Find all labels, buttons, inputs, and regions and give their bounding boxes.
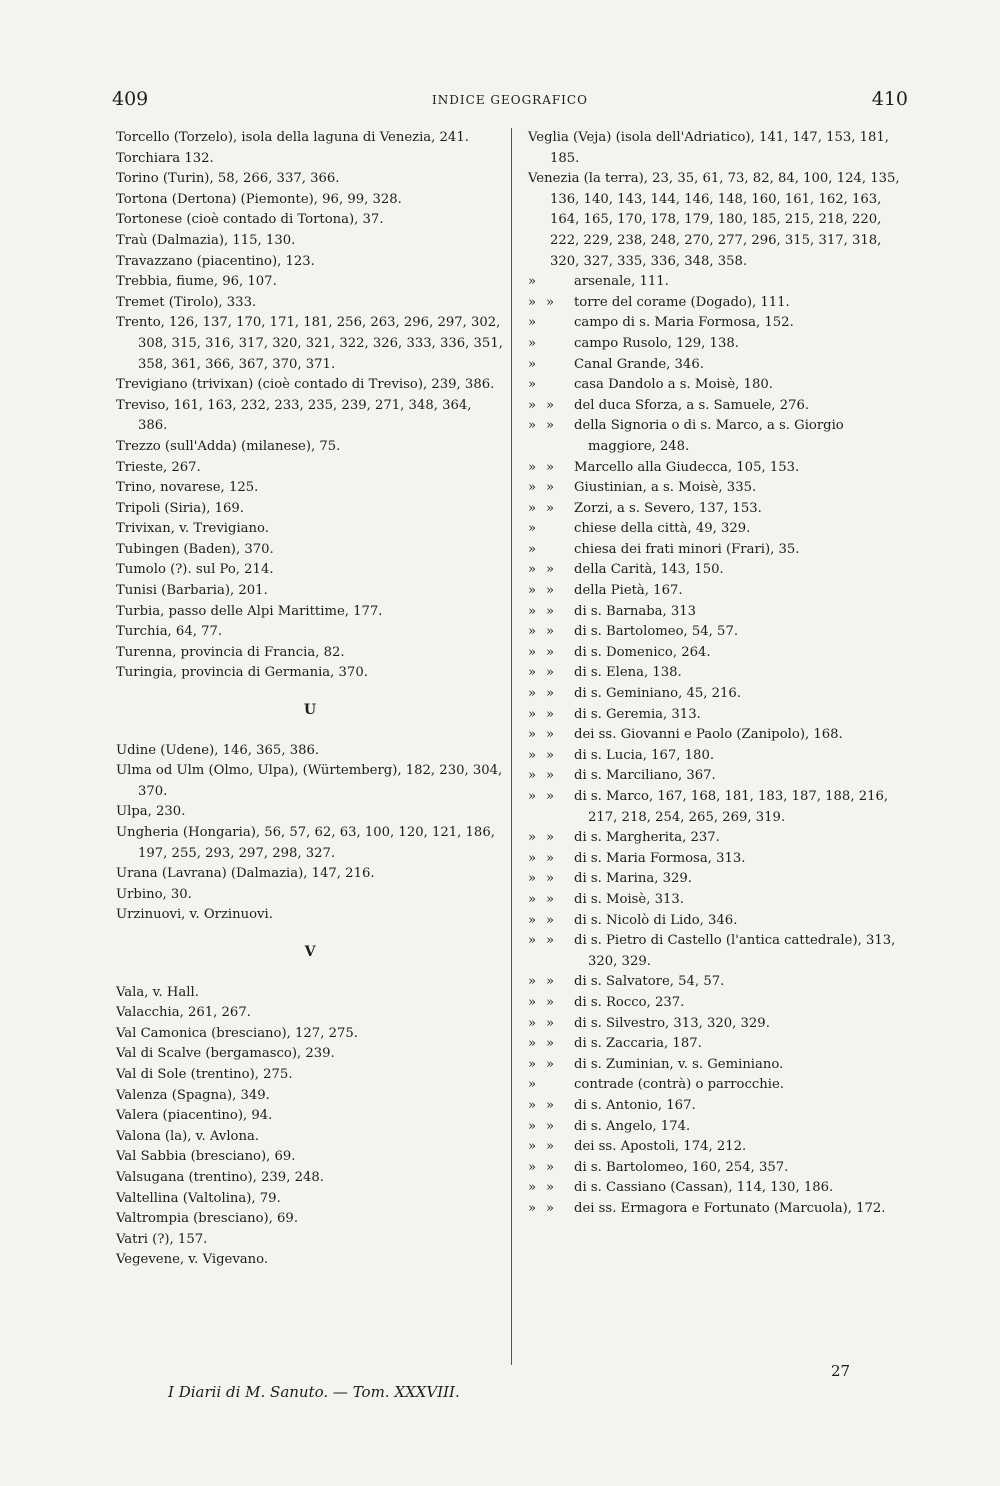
running-header xyxy=(112,88,908,118)
ditto-mark: » xyxy=(546,912,555,928)
venezia-subentry xyxy=(528,478,910,499)
subentry-text: di s. Salvatore, 54, 57. xyxy=(574,974,725,990)
venezia-subentry xyxy=(528,787,910,828)
index-entry: Val Camonica (bresciano), 127, 275. xyxy=(116,1025,358,1041)
venezia-subentry xyxy=(528,890,910,911)
ditto-mark: » xyxy=(546,624,555,640)
subentry-text: della Carità, 143, 150. xyxy=(574,562,724,578)
venezia-subentry xyxy=(528,581,910,602)
index-entry: Valenza (Spagna), 349. xyxy=(116,1087,270,1103)
ditto-mark: » xyxy=(528,994,537,1010)
ditto-mark: » xyxy=(546,1097,555,1113)
venezia-subentry xyxy=(528,272,910,293)
ditto-mark: » xyxy=(546,768,555,784)
ditto-mark xyxy=(546,355,574,376)
venezia-subentry xyxy=(528,293,910,314)
ditto-mark: » xyxy=(528,1056,537,1072)
ditto-mark: » xyxy=(546,1159,555,1175)
ditto-mark: » xyxy=(528,1159,537,1175)
venezia-subentry xyxy=(528,499,910,520)
venezia-subentries xyxy=(528,272,910,1219)
ditto-mark: » xyxy=(528,871,537,887)
ditto-mark: » xyxy=(546,418,555,434)
index-entry: Tortona (Dertona) (Piemonte), 96, 99, 328. xyxy=(116,191,402,207)
subentry-text: contrade (contrà) o parrocchie. xyxy=(574,1077,784,1093)
ditto-mark: » xyxy=(546,933,555,949)
venezia-subentry xyxy=(528,519,910,540)
subentry-text: della Signoria o di s. Marco, a s. Giorgio maggiore, 248. xyxy=(574,418,844,454)
ditto-mark: » xyxy=(546,789,555,804)
subentry-text: di s. Zaccaria, 187. xyxy=(574,1036,702,1052)
ditto-mark: » xyxy=(546,1056,555,1072)
subentry-text: di s. Marciliano, 367. xyxy=(574,768,716,784)
ditto-mark xyxy=(546,519,574,540)
index-entry: Urana (Lavrana) (Dalmazia), 147, 216. xyxy=(116,866,375,882)
ditto-mark: » xyxy=(546,830,555,846)
index-entry-venezia: Venezia (la terra), 23, 35, 61, 73, 82, 84, 100, 124, 135, 136, 140, 143, 144, 146, 148, 160, 161, 162, 163, 164, 165, 170, 178, 179, 180, 185, 215, 218, 220, 222, 229, 238, 248, 270, 277, 296, 315, 317, 318, 320, 327, 335, 336, 348, 358. xyxy=(528,171,900,269)
index-entry: Turenna, provincia di Francia, 82. xyxy=(116,644,345,660)
ditto-mark: » xyxy=(546,644,555,660)
venezia-subentry xyxy=(528,396,910,417)
ditto-mark: » xyxy=(528,644,537,660)
ditto-mark: » xyxy=(528,397,537,413)
ditto-mark: » xyxy=(546,891,555,907)
venezia-subentry xyxy=(528,416,910,457)
venezia-subentry xyxy=(528,1014,910,1035)
ditto-mark xyxy=(546,334,574,355)
subentry-text: torre del corame (Dogado), 111. xyxy=(574,294,790,310)
page-number-left: 409 xyxy=(112,88,149,110)
venezia-subentry xyxy=(528,1137,910,1158)
subentry-text: di s. Silvestro, 313, 320, 329. xyxy=(574,1015,770,1031)
ditto-mark: » xyxy=(528,418,537,434)
index-entry: Treviso, 161, 163, 232, 233, 235, 239, 271, 348, 364, 386. xyxy=(116,397,472,434)
right-column xyxy=(528,128,910,1219)
index-entry: Ungheria (Hongaria), 56, 57, 62, 63, 100, 120, 121, 186, 197, 255, 293, 297, 298, 327. xyxy=(116,825,495,861)
ditto-mark: » xyxy=(546,665,555,681)
ditto-mark: » xyxy=(546,871,555,887)
venezia-subentry xyxy=(528,993,910,1014)
venezia-subentry xyxy=(528,560,910,581)
index-entry: Trento, 126, 137, 170, 171, 181, 256, 263, 296, 297, 302, 308, 315, 316, 317, 320, 321, 322, 326, 333, 336, 351, 358, 361, 366, 367, 370, 371. xyxy=(116,315,503,372)
ditto-mark xyxy=(546,272,574,293)
subentry-text: di s. Rocco, 237. xyxy=(574,994,685,1010)
venezia-subentry xyxy=(528,725,910,746)
index-entry: Ulpa, 230. xyxy=(116,804,186,820)
subentry-text: di s. Domenico, 264. xyxy=(574,644,711,660)
subentry-text: di s. Lucia, 167, 180. xyxy=(574,747,715,763)
venezia-subentry xyxy=(528,1096,910,1117)
subentry-text: di s. Bartolomeo, 54, 57. xyxy=(574,624,739,640)
venezia-subentry xyxy=(528,828,910,849)
subentry-text: di s. Marina, 329. xyxy=(574,871,692,887)
ditto-mark: » xyxy=(528,624,537,640)
subentry-text: campo di s. Maria Formosa, 152. xyxy=(574,315,794,331)
section-letter-v: V xyxy=(304,943,316,960)
page-number-right: 410 xyxy=(871,88,908,110)
ditto-mark: » xyxy=(528,521,537,537)
index-entry: Valsugana (trentino), 239, 248. xyxy=(116,1169,324,1185)
ditto-mark: » xyxy=(528,830,537,846)
ditto-mark: » xyxy=(528,1077,537,1093)
subentry-text: di s. Zuminian, v. s. Geminiano. xyxy=(574,1056,784,1072)
subentry-text: arsenale, 111. xyxy=(574,274,669,290)
ditto-mark: » xyxy=(528,541,537,557)
venezia-subentry xyxy=(528,355,910,376)
subentry-text: dei ss. Giovanni e Paolo (Zanipolo), 168. xyxy=(574,727,843,743)
subentry-text: della Pietà, 167. xyxy=(574,583,683,599)
ditto-mark: » xyxy=(528,356,537,372)
ditto-mark: » xyxy=(546,1118,555,1134)
subentry-text: di s. Bartolomeo, 160, 254, 357. xyxy=(574,1159,789,1175)
subentry-text: dei ss. Apostoli, 174, 212. xyxy=(574,1139,747,1155)
venezia-subentry xyxy=(528,540,910,561)
index-entry: Traù (Dalmazia), 115, 130. xyxy=(116,232,296,248)
venezia-subentry xyxy=(528,622,910,643)
venezia-subentry xyxy=(528,1055,910,1076)
index-entry: Vatri (?), 157. xyxy=(116,1231,208,1247)
venezia-subentry xyxy=(528,911,910,932)
subentry-text: Marcello alla Giudecca, 105, 153. xyxy=(574,459,800,475)
venezia-subentry xyxy=(528,849,910,870)
signature-mark: 27 xyxy=(831,1362,851,1380)
index-entry-veglia: Veglia (Veja) (isola dell'Adriatico), 141, 147, 153, 181, 185. xyxy=(528,130,889,166)
ditto-mark: » xyxy=(546,747,555,763)
ditto-mark: » xyxy=(546,686,555,702)
index-entry: Tremet (Tirolo), 333. xyxy=(116,294,257,310)
index-entry: Valtrompia (bresciano), 69. xyxy=(116,1211,299,1227)
venezia-subentry xyxy=(528,1158,910,1179)
index-entry: Tumolo (?). sul Po, 214. xyxy=(116,562,274,578)
index-entry: Travazzano (piacentino), 123. xyxy=(116,253,315,269)
venezia-subentry xyxy=(528,684,910,705)
venezia-subentry xyxy=(528,334,910,355)
ditto-mark xyxy=(546,313,574,334)
index-entry: Trino, novarese, 125. xyxy=(116,480,259,496)
page-title: INDICE GEOGRAFICO xyxy=(432,93,588,107)
index-entry: Vala, v. Hall. xyxy=(116,984,199,1000)
venezia-subentry xyxy=(528,458,910,479)
index-entry: Vegevene, v. Vigevano. xyxy=(116,1252,269,1268)
ditto-mark: » xyxy=(528,480,537,496)
venezia-subentry xyxy=(528,663,910,684)
ditto-mark: » xyxy=(546,603,555,619)
subentry-text: di s. Moisè, 313. xyxy=(574,891,684,907)
section-letter-u: U xyxy=(303,702,317,719)
left-column xyxy=(116,128,504,1271)
subentry-text: Canal Grande, 346. xyxy=(574,356,704,372)
ditto-mark: » xyxy=(528,891,537,907)
ditto-mark: » xyxy=(528,912,537,928)
ditto-mark: » xyxy=(546,583,555,599)
subentry-text: di s. Angelo, 174. xyxy=(574,1118,691,1134)
ditto-mark: » xyxy=(528,747,537,763)
entries-v xyxy=(116,983,504,1271)
ditto-mark: » xyxy=(546,294,555,310)
ditto-mark: » xyxy=(528,1097,537,1113)
venezia-subentry xyxy=(528,746,910,767)
index-entry: Turingia, provincia di Germania, 370. xyxy=(116,665,368,681)
venezia-subentry xyxy=(528,931,910,972)
ditto-mark: » xyxy=(528,583,537,599)
subentry-text: chiesa dei frati minori (Frari), 35. xyxy=(574,541,800,557)
ditto-mark: » xyxy=(546,459,555,475)
index-entry: Torcello (Torzelo), isola della laguna di Venezia, 241. xyxy=(116,130,469,145)
subentry-text: di s. Barnaba, 313 xyxy=(574,603,697,619)
subentry-text: di s. Cassiano (Cassan), 114, 130, 186. xyxy=(574,1180,834,1196)
venezia-subentry xyxy=(528,602,910,623)
index-entry: Ulma od Ulm (Olmo, Ulpa), (Würtemberg), 182, 230, 304, 370. xyxy=(116,763,503,799)
venezia-subentry xyxy=(528,705,910,726)
ditto-mark: » xyxy=(546,850,555,866)
index-entry: Tortonese (cioè contado di Tortona), 37. xyxy=(116,212,384,228)
venezia-subentry xyxy=(528,1075,910,1096)
ditto-mark xyxy=(546,540,574,561)
index-entry: Val di Scalve (bergamasco), 239. xyxy=(116,1046,335,1062)
ditto-mark: » xyxy=(528,377,537,393)
ditto-mark: » xyxy=(528,768,537,784)
ditto-mark: » xyxy=(546,1180,555,1196)
ditto-mark: » xyxy=(528,274,537,290)
subentry-text: di s. Margherita, 237. xyxy=(574,830,720,846)
ditto-mark: » xyxy=(528,974,537,990)
entries-u xyxy=(116,741,504,926)
ditto-mark: » xyxy=(528,1118,537,1134)
subentry-text: dei ss. Ermagora e Fortunato (Marcuola), 172. xyxy=(574,1200,886,1216)
ditto-mark: » xyxy=(528,727,537,743)
column-divider xyxy=(511,128,512,1365)
index-entry: Torchiara 132. xyxy=(116,150,214,166)
ditto-mark: » xyxy=(546,1200,555,1216)
subentry-text: di s. Antonio, 167. xyxy=(574,1097,696,1113)
ditto-mark: » xyxy=(528,500,537,516)
index-entry: Valera (piacentino), 94. xyxy=(116,1108,273,1124)
ditto-mark: » xyxy=(546,1139,555,1155)
index-entry: Trivixan, v. Trevigiano. xyxy=(116,521,269,537)
venezia-subentry xyxy=(528,643,910,664)
venezia-subentry xyxy=(528,766,910,787)
index-entry: Tubingen (Baden), 370. xyxy=(116,541,274,557)
ditto-mark: » xyxy=(546,727,555,743)
ditto-mark: » xyxy=(546,500,555,516)
entries-t xyxy=(116,128,504,684)
ditto-mark: » xyxy=(546,397,555,413)
ditto-mark: » xyxy=(528,1036,537,1052)
ditto-mark: » xyxy=(528,665,537,681)
subentry-text: Zorzi, a s. Severo, 137, 153. xyxy=(574,500,762,516)
subentry-text: di s. Pietro di Castello (l'antica cattedrale), 313, 320, 329. xyxy=(574,933,896,969)
ditto-mark: » xyxy=(528,459,537,475)
ditto-mark: » xyxy=(546,1015,555,1031)
subentry-text: di s. Nicolò di Lido, 346. xyxy=(574,912,738,928)
ditto-mark: » xyxy=(528,686,537,702)
ditto-mark: » xyxy=(528,1139,537,1155)
subentry-text: del duca Sforza, a s. Samuele, 276. xyxy=(574,397,810,413)
ditto-mark: » xyxy=(528,294,537,310)
index-entry: Val Sabbia (bresciano), 69. xyxy=(116,1149,296,1165)
ditto-mark: » xyxy=(546,562,555,578)
subentry-text: campo Rusolo, 129, 138. xyxy=(574,335,739,351)
index-entry: Udine (Udene), 146, 365, 386. xyxy=(116,742,320,758)
venezia-subentry xyxy=(528,375,910,396)
venezia-subentry xyxy=(528,1178,910,1199)
subentry-text: casa Dandolo a s. Moisè, 180. xyxy=(574,377,773,393)
footer-note: I Diarii di M. Sanuto. — Tom. XXXVIII. xyxy=(168,1383,460,1401)
subentry-text: Giustinian, a s. Moisè, 335. xyxy=(574,480,757,496)
index-entry: Tripoli (Siria), 169. xyxy=(116,500,244,516)
subentry-text: chiese della città, 49, 329. xyxy=(574,521,751,537)
venezia-subentry xyxy=(528,972,910,993)
index-entry: Valtellina (Valtolina), 79. xyxy=(116,1190,281,1206)
index-entry: Torino (Turin), 58, 266, 337, 366. xyxy=(116,171,340,187)
ditto-mark: » xyxy=(528,1200,537,1216)
venezia-subentry xyxy=(528,313,910,334)
index-entry: Tunisi (Barbaria), 201. xyxy=(116,583,268,599)
subentry-text: di s. Geremia, 313. xyxy=(574,706,701,722)
ditto-mark: » xyxy=(528,1015,537,1031)
ditto-mark: » xyxy=(528,706,537,722)
ditto-mark: » xyxy=(528,850,537,866)
ditto-mark: » xyxy=(528,335,537,351)
index-entry: Urbino, 30. xyxy=(116,886,192,902)
ditto-mark: » xyxy=(546,974,555,990)
ditto-mark: » xyxy=(528,789,537,804)
index-entry: Trezzo (sull'Adda) (milanese), 75. xyxy=(116,438,341,454)
ditto-mark xyxy=(546,1075,574,1096)
index-entry: Valacchia, 261, 267. xyxy=(116,1005,251,1021)
ditto-mark: » xyxy=(528,562,537,578)
ditto-mark: » xyxy=(546,480,555,496)
subentry-text: di s. Elena, 138. xyxy=(574,665,682,681)
ditto-mark: » xyxy=(528,933,537,949)
ditto-mark: » xyxy=(546,1036,555,1052)
index-entry: Urzinuovi, v. Orzinuovi. xyxy=(116,907,273,923)
index-entry: Turchia, 64, 77. xyxy=(116,624,223,640)
index-entry: Turbia, passo delle Alpi Marittime, 177. xyxy=(116,603,383,619)
index-entry: Valona (la), v. Avlona. xyxy=(116,1128,260,1144)
index-entry: Val di Sole (trentino), 275. xyxy=(116,1066,293,1082)
ditto-mark: » xyxy=(528,1180,537,1196)
ditto-mark: » xyxy=(528,603,537,619)
index-entry: Trieste, 267. xyxy=(116,459,201,475)
ditto-mark: » xyxy=(546,706,555,722)
venezia-subentry xyxy=(528,1199,910,1220)
ditto-mark: » xyxy=(528,315,537,331)
subentry-text: di s. Geminiano, 45, 216. xyxy=(574,686,741,702)
ditto-mark: » xyxy=(546,994,555,1010)
ditto-mark xyxy=(546,375,574,396)
index-entry: Trevigiano (trivixan) (cioè contado di Treviso), 239, 386. xyxy=(116,377,495,393)
venezia-subentry xyxy=(528,869,910,890)
index-entry: Trebbia, fiume, 96, 107. xyxy=(116,274,277,290)
subentry-text: di s. Maria Formosa, 313. xyxy=(574,850,746,866)
venezia-subentry xyxy=(528,1034,910,1055)
venezia-subentry xyxy=(528,1117,910,1138)
subentry-text: di s. Marco, 167, 168, 181, 183, 187, 188, 216, 217, 218, 254, 265, 269, 319. xyxy=(574,789,889,825)
